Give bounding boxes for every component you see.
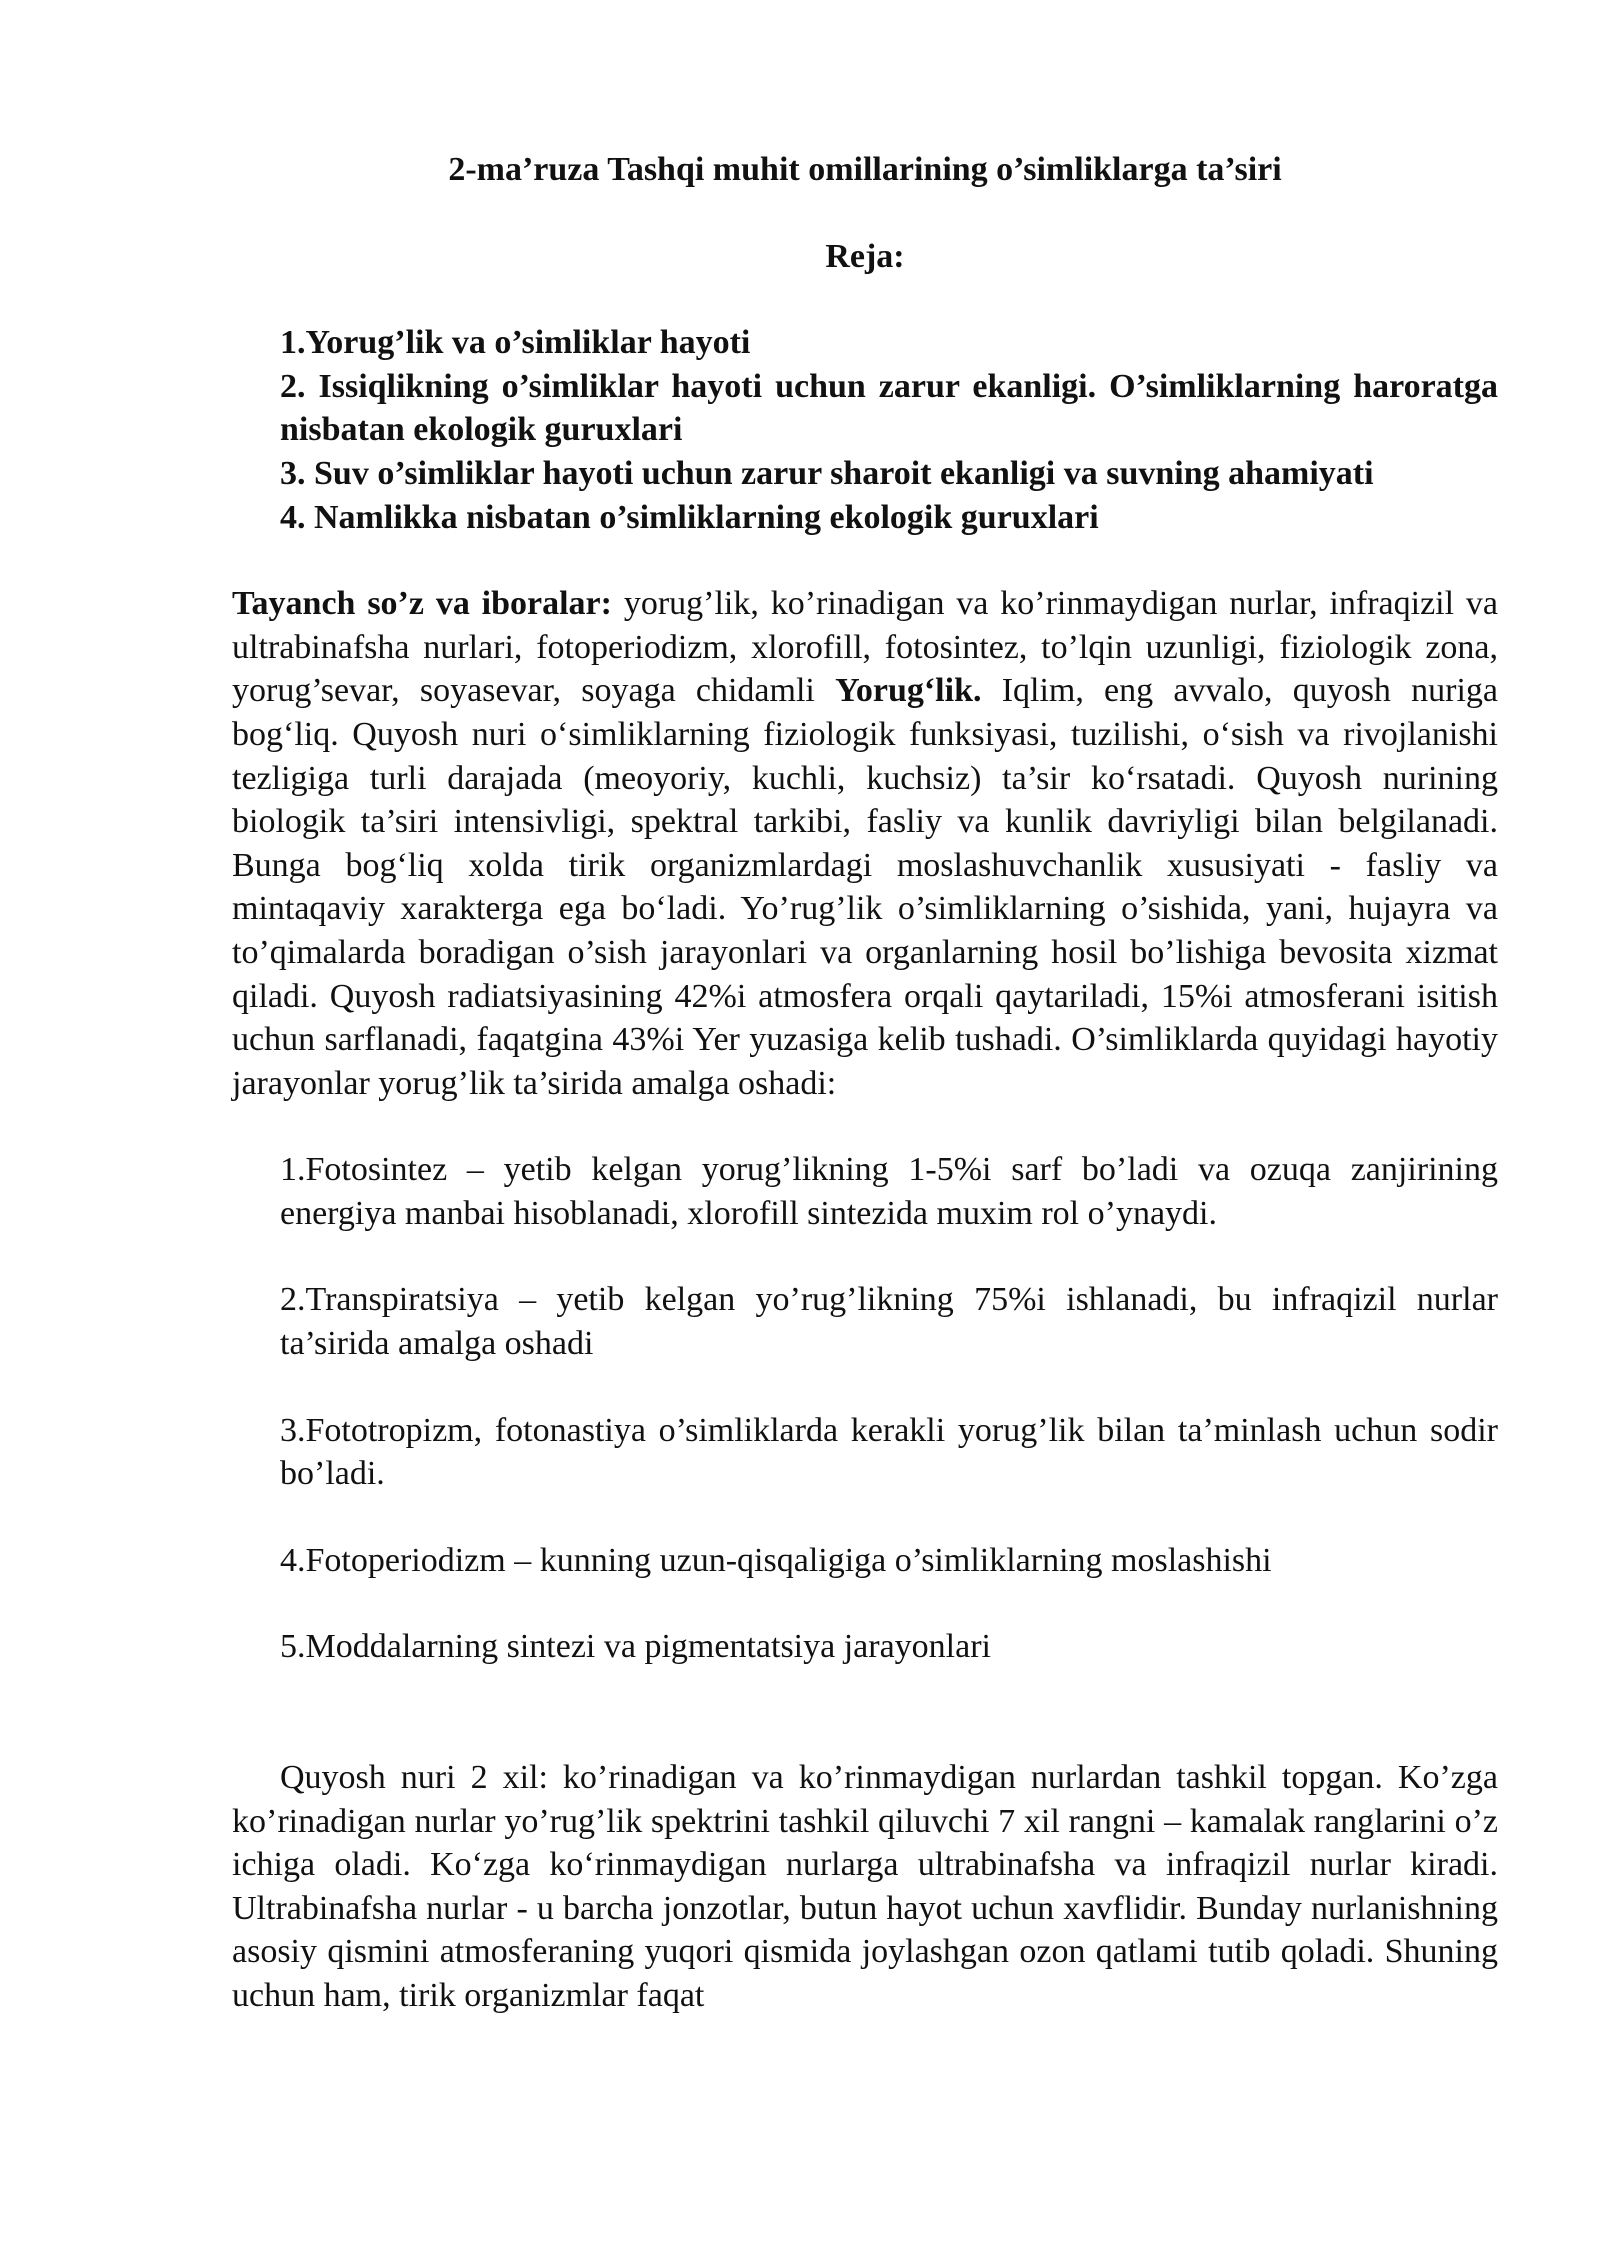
plan-item: 3. Suv o’simliklar hayoti uchun zarur sharoit ekanligi va suvning ahamiyati — [280, 454, 1374, 492]
plan-item: 4. Namlikka nisbatan o’simliklarning ekologik guruxlari — [280, 498, 1099, 536]
light-processes-list — [280, 1148, 1498, 1669]
lecture-title: 2-ma’ruza Tashqi muhit omillarining o’simliklarga ta’siri — [448, 151, 1282, 188]
process-item: 2.Transpiratsiya – yetib kelgan yo’rug’likning 75%i ishlanadi, bu infraqizil nurlar ta’sirida amalga oshadi — [280, 1281, 1498, 1363]
sunlight-paragraph: Quyosh nuri 2 xil: ko’rinadigan va ko’rinmaydigan nurlardan tashkil topgan. Ko’zga ko’rinadigan nurlar yo’rug’lik spektrini tashkil qiluvchi 7 xil rangni – kamalak ranglarini o’z ichiga oladi. Ko‘zga ko‘rinmaydigan nurlarga ultrabinafsha va infraqizil nurlar kiradi. Ultrabinafsha nurlar - u barcha jonzotlar, butun hayot uchun xavflidir. Bunday nurlanishning asosiy qismini atmosferaning yuqori qismida joylashgan ozon qatlami tutib qoladi. Shuning uchun ham, tirik organizmlar faqat — [232, 1759, 1498, 2014]
process-item: 5.Moddalarning sintezi va pigmentatsiya jarayonlari — [280, 1628, 991, 1666]
plan-item: 1.Yorug’lik va o’simliklar hayoti — [280, 324, 751, 362]
plan-heading: Reja: — [825, 237, 905, 275]
light-text: Iqlim, eng avvalo, quyosh nuriga bog‘liq. Quyosh nuri o‘simliklarning fiziologik funksiyasi, tuzilishi, o‘sish va rivojlanishi tezligiga turli darajada (meoyoriy, kuchli, kuchsiz) ta’sir ko‘rsatadi. Quyosh nurining biologik ta’siri intensivligi, spektral tarkibi, fasliy va kunlik davriyligi bilan belgilanadi. Bunga bog‘liq xolda tirik organizmlardagi moslashuvchanlik xususiyati - fasliy va mintaqaviy xarakterga ega bo‘ladi. Yo’rug’lik o’simliklarning o’sishida, yani, hujayra va to’qimalarda boradigan o’sish jarayonlari va organlarning hosil bo’lishiga bevosita xizmat qiladi. Quyosh radiatsiyasining 42%i atmosfera orqali qaytariladi, 15%i atmosferani isitish uchun sarflanadi, faqatgina 43%i Yer yuzasiga kelib tushadi. O’simliklarda quyidagi hayotiy jarayonlar yorug’lik ta’sirida amalga oshadi: — [232, 672, 1498, 1102]
plan-item: 2. Issiqlikning o’simliklar hayoti uchun zarur ekanligi. O’simliklarning haroratga nisbatan ekologik guruxlari — [280, 367, 1498, 449]
document-page — [232, 148, 1498, 2018]
keywords-paragraph — [232, 582, 1498, 1105]
process-item: 1.Fotosintez – yetib kelgan yorug’likning 1-5%i sarf bo’ladi va ozuqa zanjirining energiya manbai hisoblanadi, xlorofill sintezida muxim rol o’ynaydi. — [280, 1151, 1498, 1232]
process-item: 4.Fotoperiodizm – kunning uzun-qisqaligiga o’simliklarning moslashishi — [280, 1541, 1272, 1579]
plan-list — [280, 321, 1498, 539]
keywords-label: Tayanch so’z va iboralar: — [232, 585, 612, 623]
process-item: 3.Fototropizm, fotonastiya o’simliklarda kerakli yorug’lik bilan ta’minlash uchun sodir bo’ladi. — [280, 1411, 1498, 1493]
keywords-text: yorug’lik, ko’rinadigan va ko’rinmaydigan nurlar, infraqizil va ultrabinafsha nurlari, fotoperiodizm, xlorofill, fotosintez, to’lqin uzunligi, fiziologik zona, yorug’sevar, soyasevar, soyaga chidamli — [232, 585, 1498, 710]
light-label: Yorug‘lik. — [835, 672, 982, 710]
